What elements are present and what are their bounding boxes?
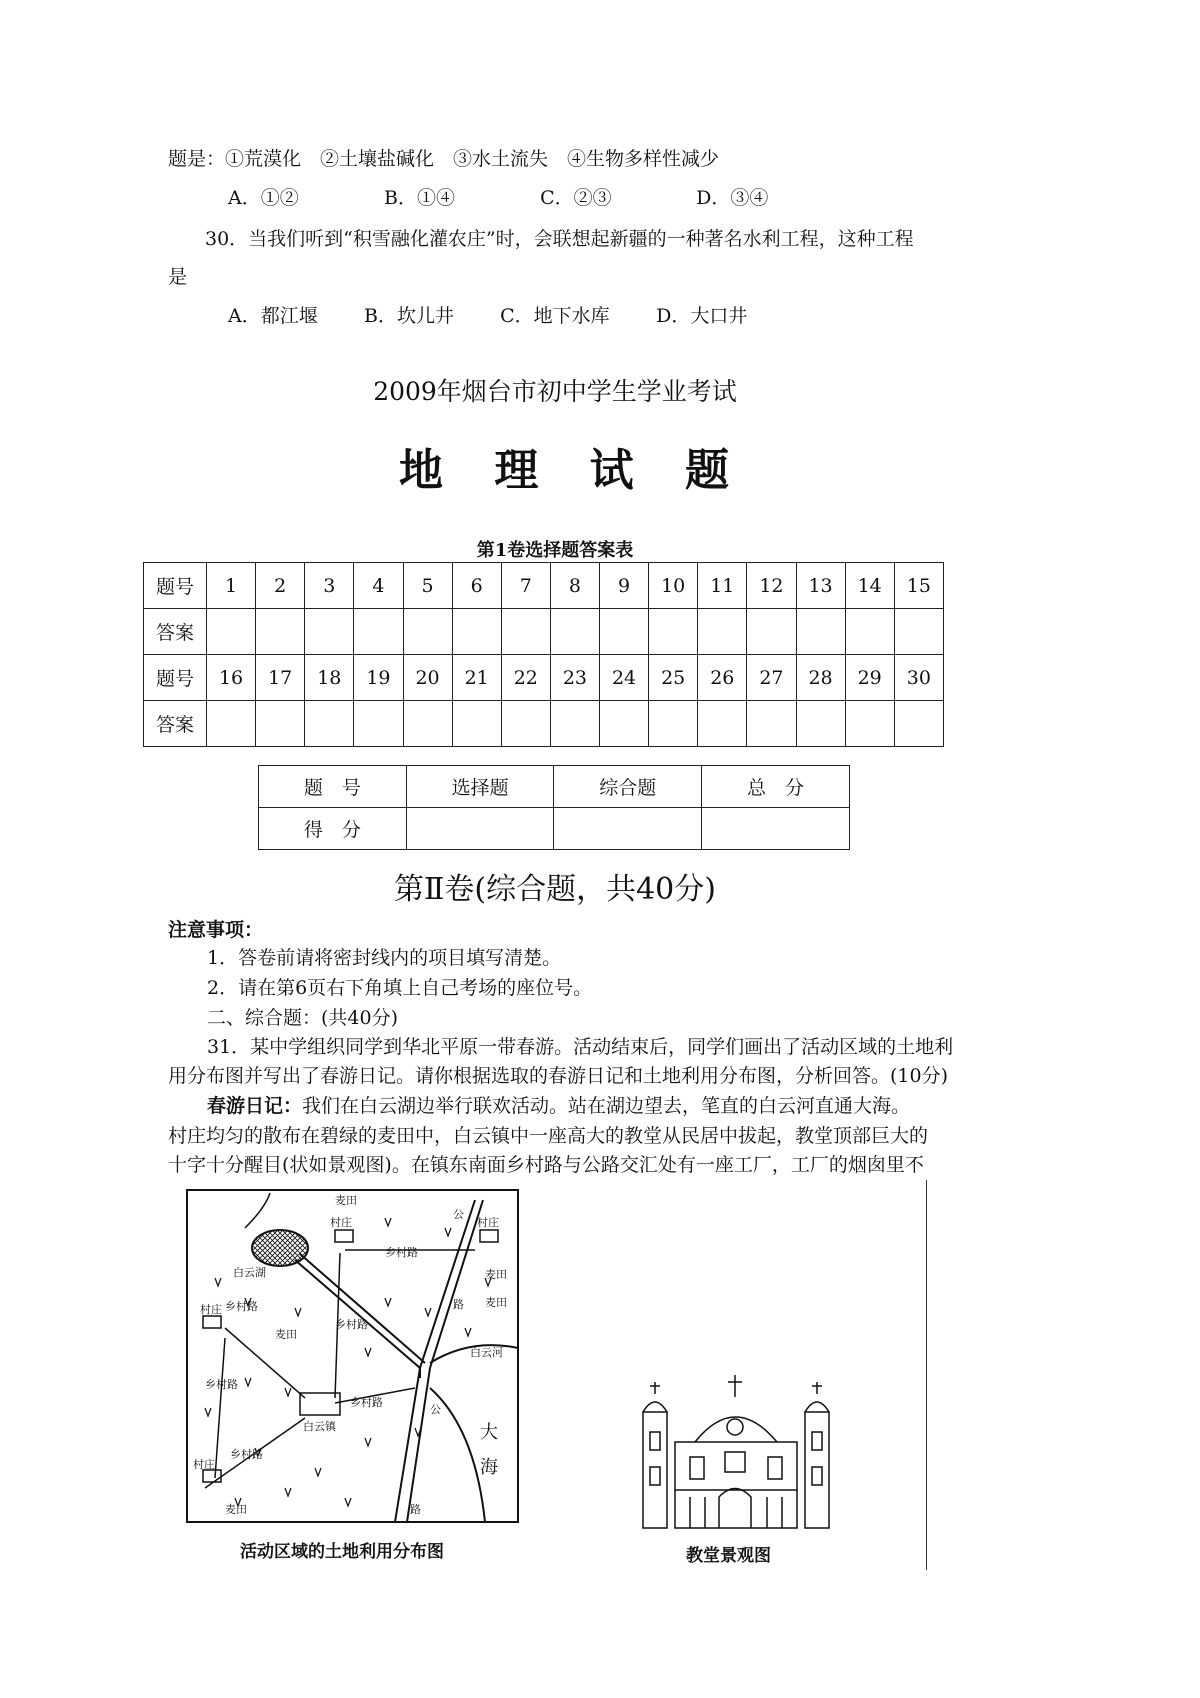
num-cell: 14 xyxy=(845,563,894,609)
num-cell: 19 xyxy=(354,655,403,701)
q29-option-b[interactable]: B．①④ xyxy=(384,187,456,209)
answer-cell[interactable] xyxy=(600,609,649,655)
map-label: 白云河 xyxy=(470,1346,503,1359)
num-cell: 7 xyxy=(501,563,550,609)
answer-cell[interactable] xyxy=(747,701,796,747)
num-cell: 26 xyxy=(698,655,747,701)
q30-stem-cont: 是 xyxy=(168,266,188,288)
score-cell[interactable] xyxy=(554,808,702,850)
answer-cell[interactable] xyxy=(452,701,501,747)
answer-cell[interactable] xyxy=(550,701,599,747)
q31-stem-cont: 用分布图并写出了春游日记。请你根据选取的春游日记和土地利用分布图，分析回答。(10分) xyxy=(168,1065,949,1087)
diary-text-1: 我们在白云湖边举行联欢活动。站在湖边望去，笔直的白云河直通大海。 xyxy=(302,1095,911,1117)
num-cell: 23 xyxy=(550,655,599,701)
num-cell: 16 xyxy=(207,655,256,701)
num-cell: 1 xyxy=(207,563,256,609)
map-label: 麦田 xyxy=(485,1296,507,1309)
map-label: 大 xyxy=(480,1422,498,1443)
answer-cell[interactable] xyxy=(894,609,943,655)
answer-cell[interactable] xyxy=(256,701,305,747)
num-cell: 22 xyxy=(501,655,550,701)
row-label-num: 题号 xyxy=(144,655,207,701)
answer-cell[interactable] xyxy=(403,609,452,655)
map-label: 海 xyxy=(480,1457,498,1478)
church-caption: 教堂景观图 xyxy=(686,1546,771,1566)
answer-cell[interactable] xyxy=(698,701,747,747)
answer-table xyxy=(143,562,944,747)
num-cell: 11 xyxy=(698,563,747,609)
map-label: 乡村路 xyxy=(205,1378,238,1391)
num-cell: 3 xyxy=(305,563,354,609)
num-cell: 21 xyxy=(452,655,501,701)
q30-options xyxy=(228,303,747,329)
diary-label: 春游日记： xyxy=(207,1095,303,1117)
map-label: 白云镇 xyxy=(303,1420,336,1433)
answer-table-caption: 第1卷选择题答案表 xyxy=(476,540,634,561)
num-cell: 29 xyxy=(845,655,894,701)
diary-line-1 xyxy=(207,1090,910,1122)
notes-heading: 注意事项： xyxy=(168,919,264,941)
note-1: 1．答卷前请将密封线内的项目填写清楚。 xyxy=(207,947,562,969)
num-cell: 5 xyxy=(403,563,452,609)
exam-title: 2009年烟台市初中学生学业考试 xyxy=(373,377,737,406)
q29-option-a[interactable]: A．①② xyxy=(228,187,299,209)
score-row-label: 得 分 xyxy=(259,808,407,850)
church-svg xyxy=(635,1372,835,1530)
map-label: 乡村路 xyxy=(385,1246,418,1259)
map-label: 麦田 xyxy=(225,1503,247,1516)
score-table xyxy=(258,765,850,850)
q30-option-a[interactable]: A．都江堰 xyxy=(228,305,318,327)
answer-cell[interactable] xyxy=(207,701,256,747)
note-2: 2．请在第6页右下角填上自己考场的座位号。 xyxy=(207,977,593,999)
map-label: 村庄 xyxy=(330,1216,352,1229)
answer-cell[interactable] xyxy=(501,609,550,655)
q30-option-c[interactable]: C．地下水库 xyxy=(500,305,610,327)
score-header-num: 题 号 xyxy=(259,766,407,808)
answer-cell[interactable] xyxy=(354,701,403,747)
answer-cell[interactable] xyxy=(403,701,452,747)
church-illustration xyxy=(635,1372,835,1530)
num-cell: 17 xyxy=(256,655,305,701)
section-comprehensive: 二、综合题：(共40分) xyxy=(207,1007,399,1029)
section2-title: 第Ⅱ卷(综合题，共40分) xyxy=(394,872,716,907)
q29-stem-tail: 题是：①荒漠化 ②土壤盐碱化 ③水土流失 ④生物多样性减少 xyxy=(168,148,720,170)
num-cell: 30 xyxy=(894,655,943,701)
score-header-choice: 选择题 xyxy=(406,766,554,808)
q30-option-b[interactable]: B．坎儿井 xyxy=(364,305,455,327)
row-label-ans: 答案 xyxy=(144,609,207,655)
answer-cell[interactable] xyxy=(305,701,354,747)
map-label: 村庄 xyxy=(477,1216,499,1229)
num-cell: 15 xyxy=(894,563,943,609)
map-label: 村庄 xyxy=(193,1458,215,1471)
num-cell: 12 xyxy=(747,563,796,609)
diary-line-3: 十字十分醒目(状如景观图)。在镇东南面乡村路与公路交汇处有一座工厂，工厂的烟囱里不 xyxy=(168,1154,924,1176)
answer-cell[interactable] xyxy=(501,701,550,747)
map-label: 麦田 xyxy=(335,1194,357,1207)
num-cell: 2 xyxy=(256,563,305,609)
num-cell: 18 xyxy=(305,655,354,701)
answer-cell[interactable] xyxy=(796,701,845,747)
score-cell[interactable] xyxy=(406,808,554,850)
num-cell: 9 xyxy=(600,563,649,609)
answer-cell[interactable] xyxy=(354,609,403,655)
cross-icon xyxy=(728,1375,742,1397)
answer-table-row-ans-2 xyxy=(144,701,944,747)
num-cell: 8 xyxy=(550,563,599,609)
num-cell: 20 xyxy=(403,655,452,701)
subject-title: 地 理 试 题 xyxy=(399,445,747,496)
row-label-num: 题号 xyxy=(144,563,207,609)
q29-options xyxy=(228,185,768,211)
q31-stem: 31．某中学组织同学到华北平原一带春游。活动结束后，同学们画出了活动区域的土地利 xyxy=(207,1036,954,1058)
answer-cell[interactable] xyxy=(452,609,501,655)
map-label: 乡村路 xyxy=(350,1396,383,1409)
score-table-value-row xyxy=(259,808,850,850)
answer-cell[interactable] xyxy=(747,609,796,655)
diary-line-2: 村庄均匀的散布在碧绿的麦田中，白云镇中一座高大的教堂从民居中拔起，教堂顶部巨大的 xyxy=(168,1125,929,1147)
score-header-total: 总 分 xyxy=(702,766,850,808)
score-cell[interactable] xyxy=(702,808,850,850)
q29-option-d[interactable]: D．③④ xyxy=(696,187,769,209)
map-label: 乡村路 xyxy=(230,1448,263,1461)
row-label-ans: 答案 xyxy=(144,701,207,747)
q29-option-c[interactable]: C．②③ xyxy=(540,187,612,209)
num-cell: 28 xyxy=(796,655,845,701)
answer-cell[interactable] xyxy=(894,701,943,747)
land-use-map-svg xyxy=(185,1188,520,1524)
map-label: 公 xyxy=(430,1403,441,1416)
answer-table-row-ans-1 xyxy=(144,609,944,655)
answer-cell[interactable] xyxy=(256,609,305,655)
map-label: 白云湖 xyxy=(233,1266,266,1279)
q30-option-d[interactable]: D．大口井 xyxy=(656,305,748,327)
answer-table-row-nums-1 xyxy=(144,563,944,609)
answer-cell[interactable] xyxy=(845,609,894,655)
answer-cell[interactable] xyxy=(207,609,256,655)
answer-cell[interactable] xyxy=(845,701,894,747)
map-label: 村庄 xyxy=(200,1303,222,1316)
answer-cell[interactable] xyxy=(305,609,354,655)
answer-cell[interactable] xyxy=(550,609,599,655)
map-label: 公 xyxy=(453,1208,464,1221)
lake-shape xyxy=(252,1230,308,1266)
num-cell: 24 xyxy=(600,655,649,701)
num-cell: 6 xyxy=(452,563,501,609)
map-label: 路 xyxy=(453,1298,464,1311)
page-edge-line xyxy=(926,1180,927,1570)
score-table-header-row xyxy=(259,766,850,808)
land-use-map xyxy=(185,1188,520,1524)
map-label: 麦田 xyxy=(485,1268,507,1281)
answer-cell[interactable] xyxy=(698,609,747,655)
num-cell: 4 xyxy=(354,563,403,609)
num-cell: 10 xyxy=(649,563,698,609)
map-label: 乡村路 xyxy=(225,1300,258,1313)
answer-cell[interactable] xyxy=(796,609,845,655)
num-cell: 13 xyxy=(796,563,845,609)
map-label: 路 xyxy=(410,1503,421,1516)
answer-cell[interactable] xyxy=(600,701,649,747)
map-caption: 活动区域的土地利用分布图 xyxy=(240,1542,444,1562)
answer-table-row-nums-2 xyxy=(144,655,944,701)
q30-stem: 30．当我们听到“积雪融化灌农庄”时，会联想起新疆的一种著名水利工程，这种工程 xyxy=(205,228,914,250)
answer-cell[interactable] xyxy=(649,701,698,747)
num-cell: 25 xyxy=(649,655,698,701)
score-header-comprehensive: 综合题 xyxy=(554,766,702,808)
map-label: 乡村路 xyxy=(335,1318,368,1331)
num-cell: 27 xyxy=(747,655,796,701)
map-label: 麦田 xyxy=(275,1328,297,1341)
answer-cell[interactable] xyxy=(649,609,698,655)
